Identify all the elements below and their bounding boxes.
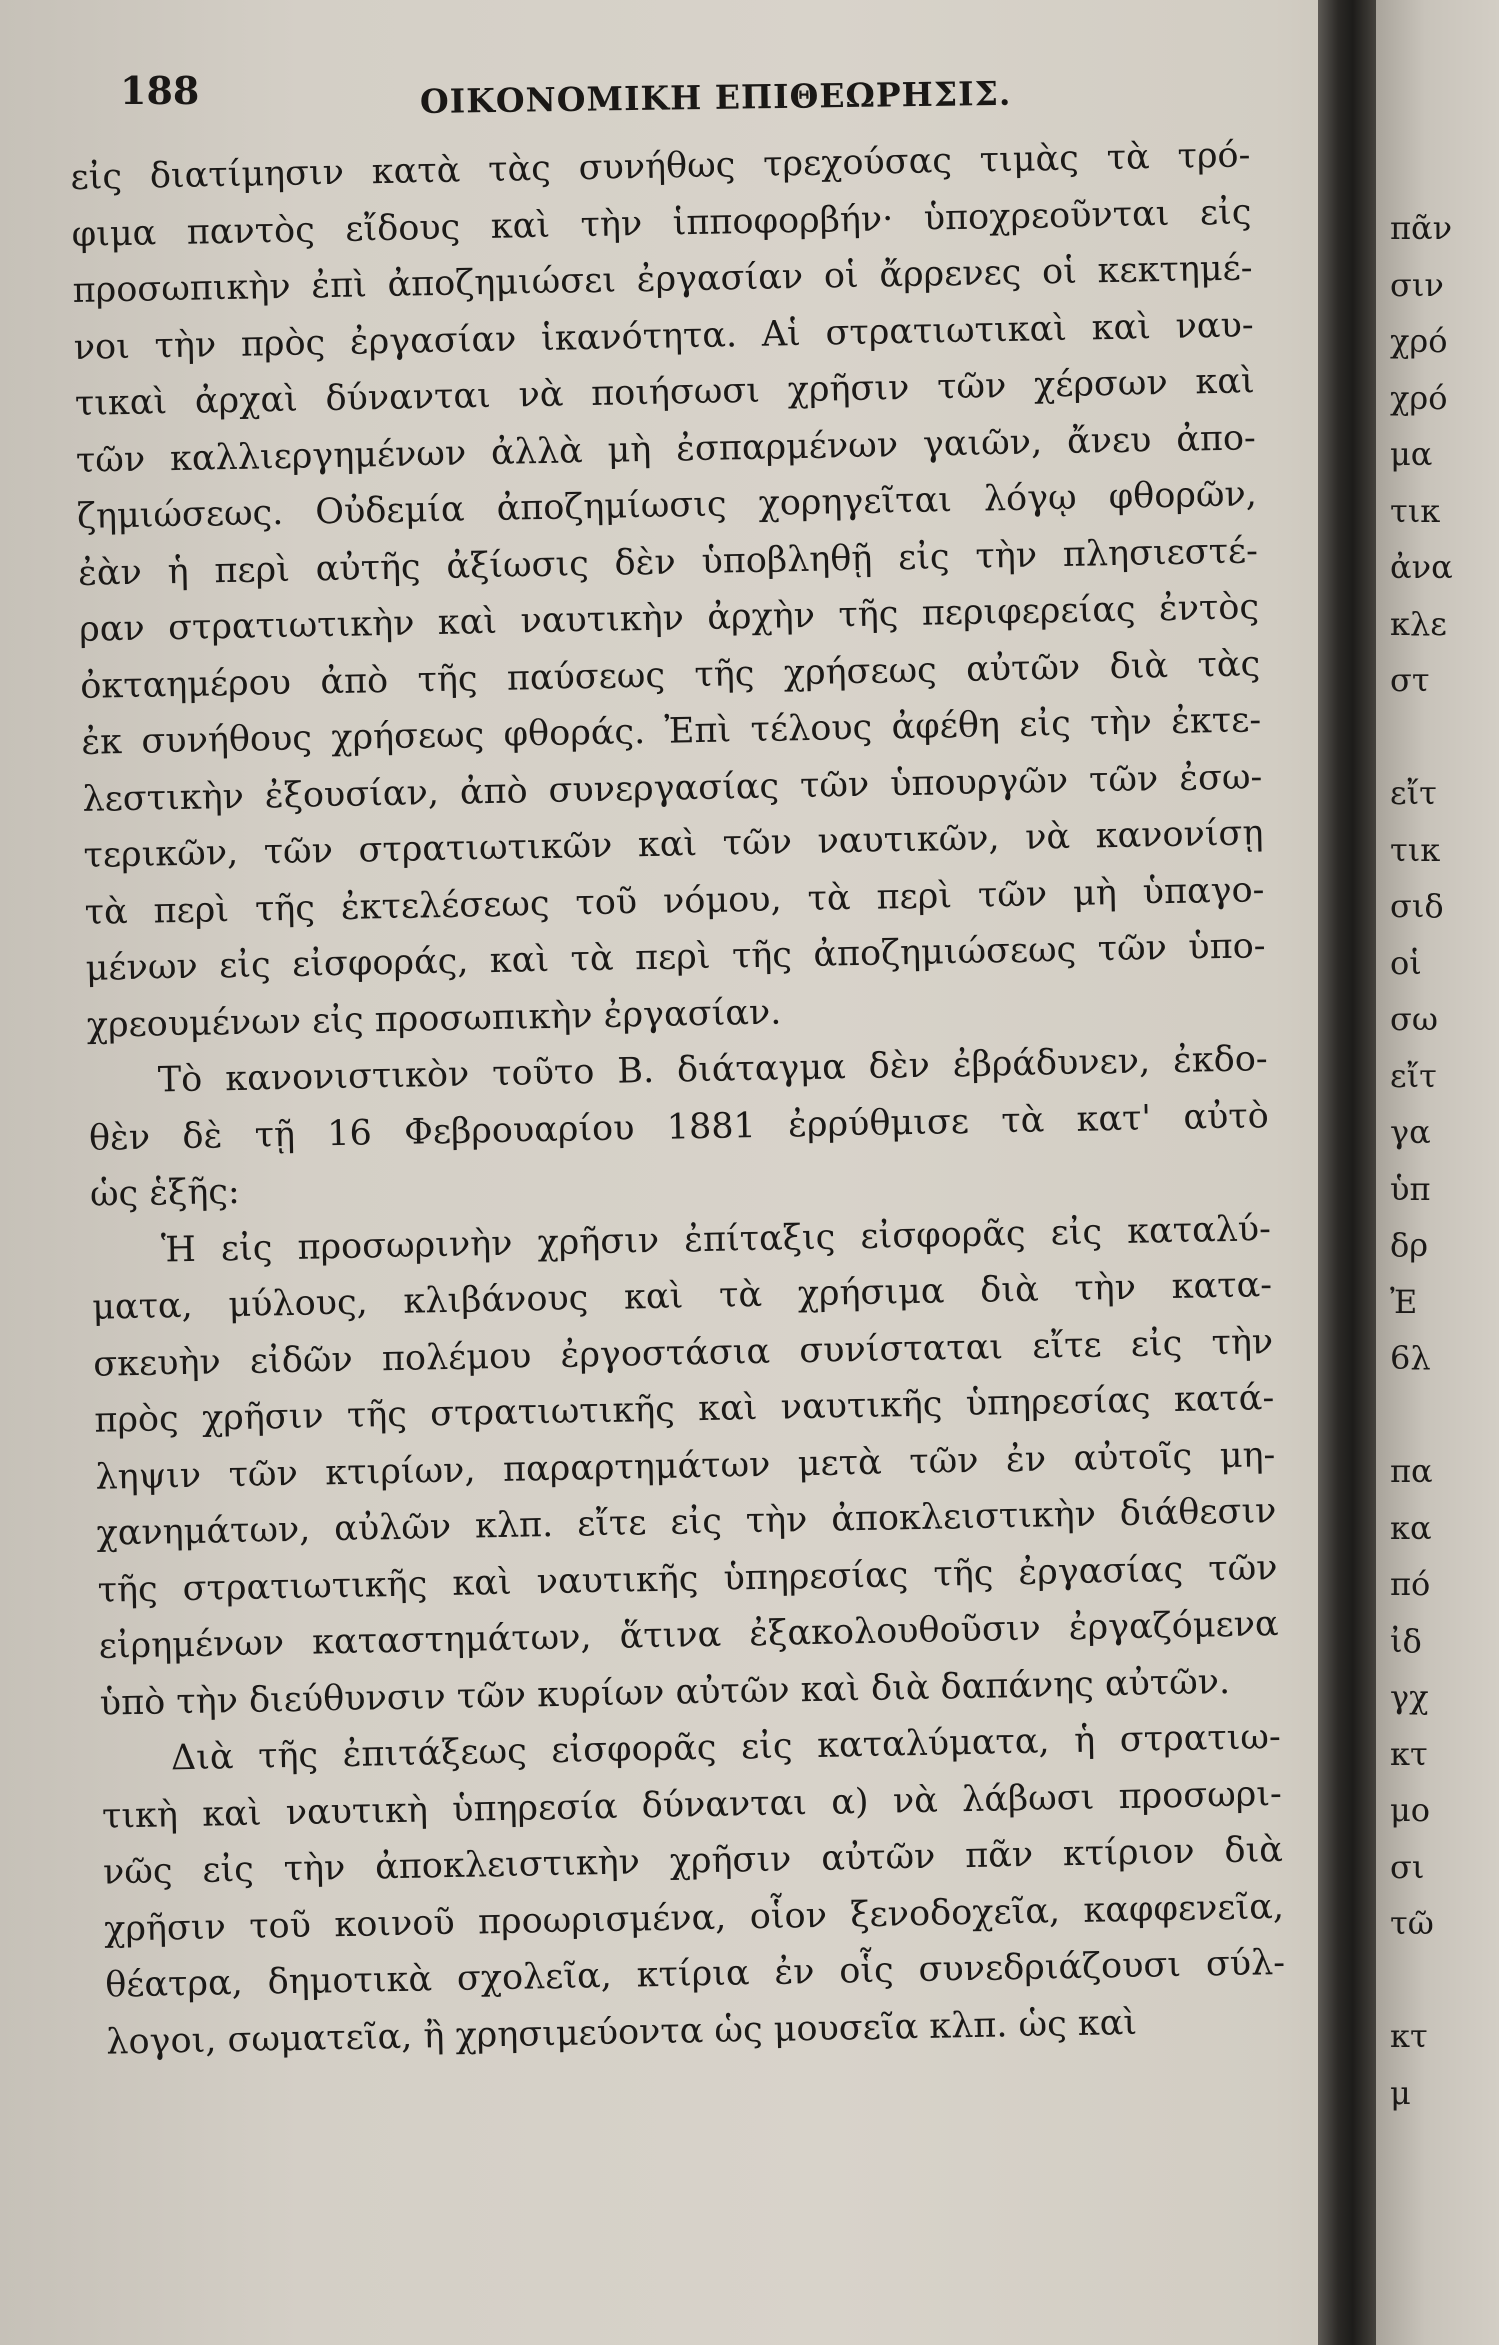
facing-page-fragment: πό [1390,1565,1431,1603]
paragraph [70,127,1267,1053]
facing-page-fragment: στ [1390,661,1430,699]
facing-page-fragment: κα [1390,1508,1432,1547]
text-line: φιμα παντὸς εἴδους καὶ τὴν ἱπποφορβήν· ὑποχρεοῦνται εἰς [71,191,1252,255]
text-line: ὑπὸ τὴν διεύθυνσιν τῶν κυρίων αὐτῶν καὶ διὰ δαπάνης αὐτῶν. [99,1661,1231,1724]
text-line: νῶς εἰς τὴν ἀποκλειστικὴν χρῆσιν αὐτῶν πᾶν κτίριον διὰ [102,1830,1284,1893]
facing-page-fragments [1390,200,1499,2121]
facing-page-fragment: 6λ [1390,1339,1431,1377]
text-line: λογοι, σωματεῖα, ἢ χρησιμεύοντα ὡς μουσεῖα κλπ. ὡς καὶ [105,2002,1138,2063]
facing-page-fragment: εἴτ [1390,1056,1437,1095]
text-line: Διὰ τῆς ἐπιτάξεως εἰσφορᾶς εἰς καταλύματα, ἡ στρατιω- [170,1717,1282,1779]
facing-page-fragment: σιδ [1390,887,1444,925]
text-line: τικαὶ ἀρχαὶ δύνανται νὰ ποιήσωσι χρῆσιν τῶν χέρσων καὶ [74,361,1256,424]
facing-page-fragment: μα [1390,435,1433,473]
text-line: ραν στρατιωτικὴν καὶ ναυτικὴν ἀρχὴν τῆς περιφερείας ἐντὸς [78,587,1260,650]
facing-page-fragment: πᾶν [1390,209,1453,247]
facing-page-fragment: κτ [1390,2017,1428,2055]
text-line: ὀκταημέρου ἀπὸ τῆς παύσεως τῆς χρήσεως αὐτῶν διὰ τὰς [79,643,1261,707]
text-line: ἐὰν ἡ περὶ αὐτῆς ἀξίωσις δὲν ὑποβληθῇ εἰς τὴν πλησιεστέ- [77,530,1259,594]
text-line: ληψιν τῶν κτιρίων, παραρτημάτων μετὰ τῶν ἐν αὐτοῖς μη- [95,1434,1276,1498]
text-line: νοι τὴν πρὸς ἐργασίαν ἱκανότητα. Αἱ στρατιωτικαὶ καὶ ναυ- [73,304,1254,368]
text-line: τὰ περὶ τῆς ἐκτελέσεως τοῦ νόμου, τὰ περὶ τῶν μὴ ὑπαγο- [84,869,1265,933]
text-line: ζημιώσεως. Οὐδεμία ἀποζημίωσις χορηγεῖται λόγῳ φθορῶν, [76,474,1258,537]
running-title: ΟΙΚΟΝΟΜΙΚΗ ΕΠΙΘΕΩΡΗΣΙΣ. [419,73,1012,121]
facing-page-fragment: χρό [1390,322,1448,360]
facing-page-fragment: γχ [1390,1678,1429,1716]
facing-page-fragment: τικ [1390,491,1441,530]
facing-page-fragment: ἀνα [1390,548,1453,586]
text-line: ὡς ἑξῆς: [89,1171,241,1215]
text-line: μένων εἰς εἰσφοράς, καὶ τὰ περὶ τῆς ἀποζημιώσεως τῶν ὑπο- [85,926,1266,989]
facing-page-fragment: ἰδ [1390,1621,1422,1660]
facing-page-fragment [1390,1387,1499,1444]
facing-page-fragment: κλε [1390,604,1447,643]
text-line: χανημάτων, αὐλῶν κλπ. εἴτε εἰς τὴν ἀποκλειστικὴν διάθεσιν [96,1491,1277,1554]
text-line: ἐκ συνήθους χρήσεως φθοράς. Ἐπὶ τέλους ἀφέθη εἰς τὴν ἐκτε- [81,700,1262,763]
text-line: τικὴ καὶ ναυτικὴ ὑπηρεσία δύνανται α) νὰ λάβωσι προσωρι- [101,1773,1283,1837]
text-line: σκευὴν εἰδῶν πολέμου ἐργοστάσια συνίσταται εἴτε εἰς τὴν [92,1321,1274,1385]
body-text [70,127,1287,2070]
facing-page-fragment: σι [1390,1847,1425,1886]
facing-page-fragment: χρό [1390,378,1448,417]
facing-page-fragment: δρ [1390,1226,1429,1264]
facing-page-fragment: μ [1390,2073,1411,2112]
text-line: τῶν καλλιεργημένων ἀλλὰ μὴ ἐσπαρμένων γαιῶν, ἄνευ ἀπο- [75,417,1257,481]
facing-page-fragment: σω [1390,1000,1438,1038]
text-line: Τὸ κανονιστικὸν τοῦτο Β. διάταγμα δὲν ἐβράδυνεν, ἐκδο- [157,1039,1269,1101]
text-line: θὲν δὲ τῇ 16 Φεβρουαρίου 1881 ἐρρύθμισε τὰ κατ' αὐτὸ [88,1095,1270,1159]
facing-page-fragment [1390,1952,1499,2009]
facing-page-fragment: γα [1390,1113,1431,1151]
text-line: χρεουμένων εἰς προσωπικὴν ἐργασίαν. [86,992,782,1046]
text-line: πρὸς χρῆσιν τῆς στρατιωτικῆς καὶ ναυτικῆς ὑπηρεσίας κατά- [94,1378,1275,1441]
text-line: ματα, μύλους, κλιβάνους καὶ τὰ χρήσιμα διὰ τὴν κατα- [91,1265,1273,1328]
facing-page-fragment [1390,709,1499,766]
facing-page-fragment: κτ [1390,1734,1428,1773]
paragraph [100,1709,1286,2071]
text-line: λεστικὴν ἐξουσίαν, ἀπὸ συνεργασίας τῶν ὑπουργῶν τῶν ἐσω- [82,756,1263,820]
page-number: 188 [120,68,200,113]
facing-page-fragment: Ἐ [1390,1282,1418,1321]
facing-page-fragment: τῶ [1390,1904,1434,1942]
facing-page-fragment: μο [1390,1791,1431,1829]
text-line: εἰρημένων καταστημάτων, ἅτινα ἐξακολουθοῦσιν ἐργαζόμενα [98,1604,1279,1667]
text-line: χρῆσιν τοῦ κοινοῦ προωρισμένα, οἷον ξενοδοχεῖα, καφφενεῖα, [103,1886,1285,1950]
facing-page-fragment: σιν [1390,265,1444,304]
text-line: Ἡ εἰς προσωρινὴν χρῆσιν ἐπίταξις εἰσφορᾶς εἰς καταλύ- [160,1208,1272,1270]
paragraph [87,1031,1270,1223]
book-gutter [1318,0,1376,2345]
facing-page-fragment: εἴτ [1390,774,1437,812]
paragraph [91,1201,1281,1732]
text-line: θέατρα, δημοτικὰ σχολεῖα, κτίρια ἐν οἷς συνεδριάζουσι σύλ- [104,1943,1286,2006]
facing-page-fragment: ὑπ [1390,1169,1431,1208]
facing-page-fragment: οἱ [1390,943,1422,982]
text-line: τερικῶν, τῶν στρατιωτικῶν καὶ τῶν ναυτικῶν, νὰ κανονίσῃ [83,813,1264,876]
text-line: τῆς στρατιωτικῆς καὶ ναυτικῆς ὑπηρεσίας τῆς ἐργασίας τῶν [97,1547,1278,1611]
facing-page-fragment: τικ [1390,830,1441,869]
text-line: εἰς διατίμησιν κατὰ τὰς συνήθως τρεχούσας τιμὰς τὰ τρό- [70,135,1251,198]
facing-page-edge [1376,0,1499,2345]
facing-page-fragment: πα [1390,1452,1433,1490]
text-line: προσωπικὴν ἐπὶ ἀποζημιώσει ἐργασίαν οἱ ἄρρενες οἱ κεκτημέ- [72,248,1253,311]
